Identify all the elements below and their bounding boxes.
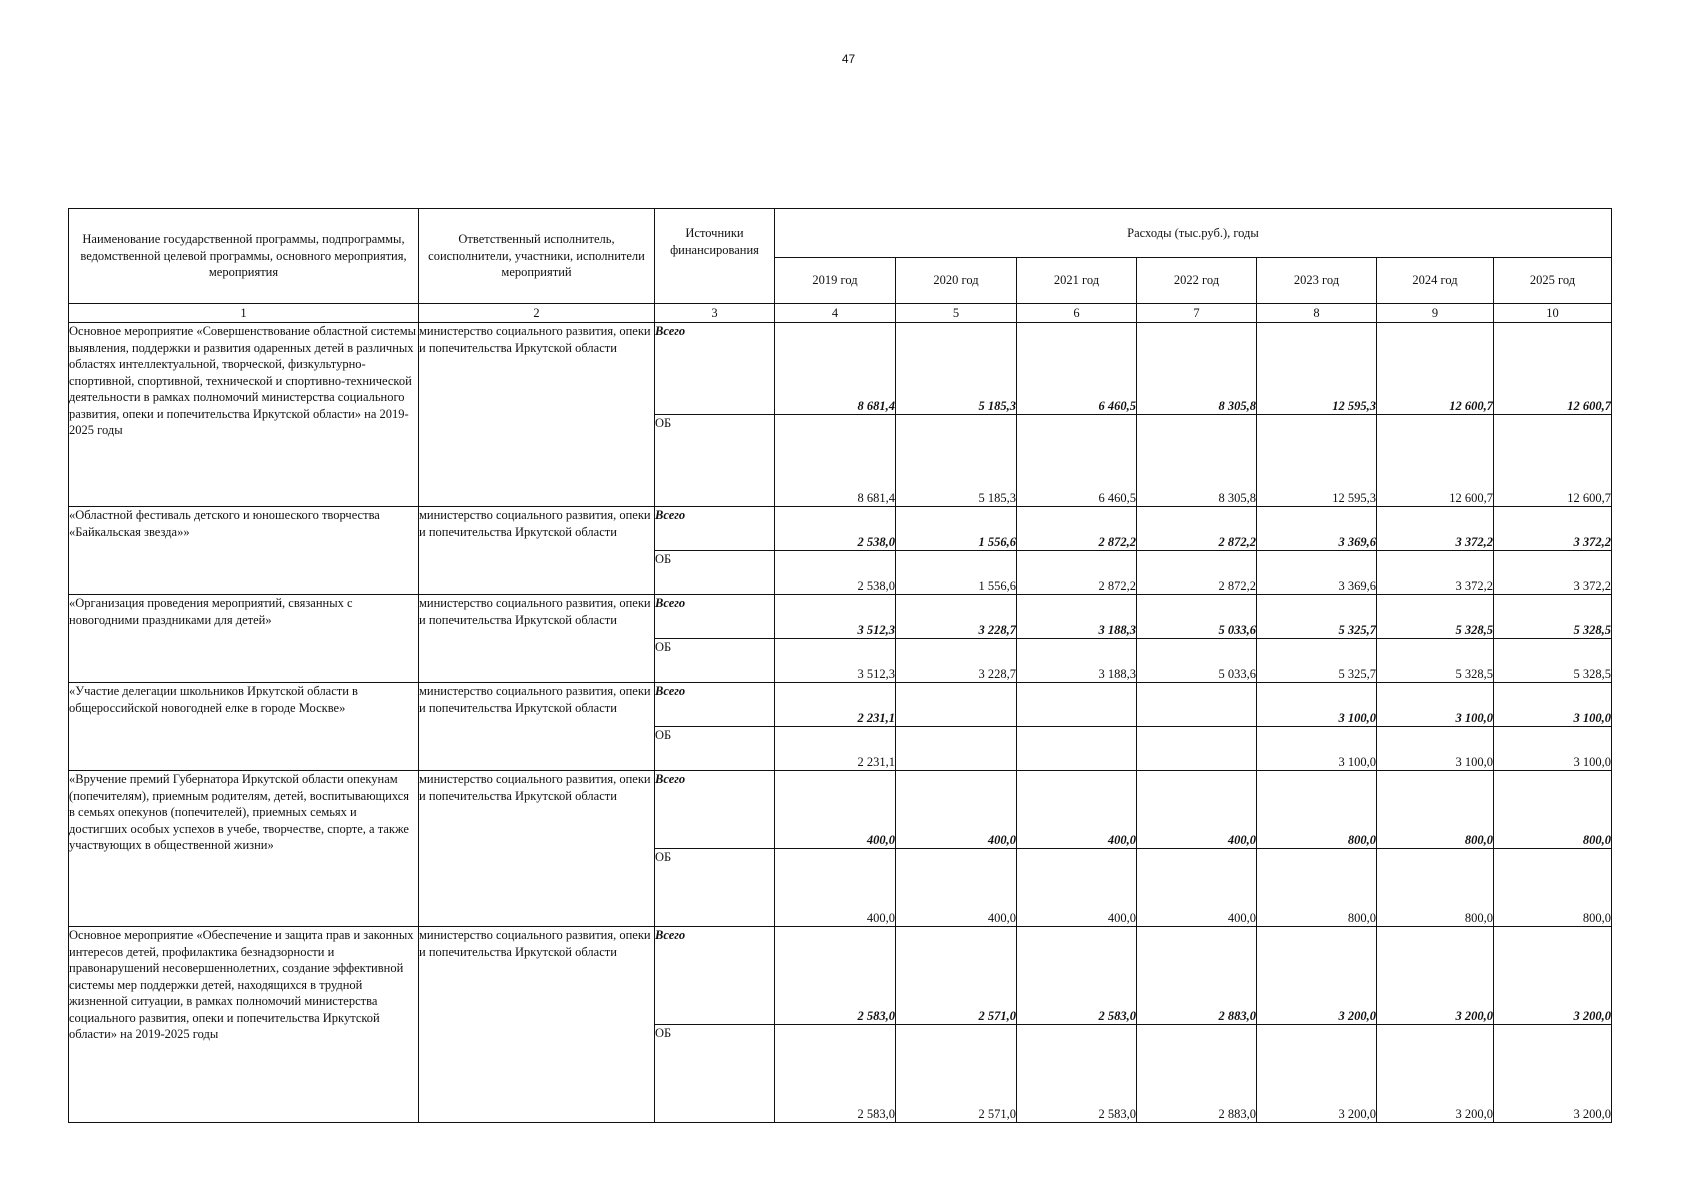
- value-total: [1017, 683, 1137, 727]
- value-ob: 1 556,6: [896, 551, 1017, 595]
- value-ob: 3 200,0: [1377, 1025, 1494, 1123]
- value-ob: 3 100,0: [1494, 727, 1612, 771]
- value-total: 3 228,7: [896, 595, 1017, 639]
- executor-cell: министерство социального развития, опеки и попечительства Иркутской области: [419, 771, 655, 927]
- value-total: 3 200,0: [1257, 927, 1377, 1025]
- header-financing-source: Источники финансирования: [655, 209, 775, 304]
- value-ob: 5 328,5: [1377, 639, 1494, 683]
- value-ob: 6 460,5: [1017, 415, 1137, 507]
- value-total: 12 595,3: [1257, 323, 1377, 415]
- header-year-2023: 2023 год: [1257, 258, 1377, 304]
- column-number-row: [69, 304, 1612, 323]
- value-ob: 400,0: [1137, 849, 1257, 927]
- source-ob-label: ОБ: [655, 639, 775, 683]
- value-ob: 3 372,2: [1377, 551, 1494, 595]
- value-ob: 2 583,0: [1017, 1025, 1137, 1123]
- table-row: [69, 683, 1612, 727]
- value-total: 8 681,4: [775, 323, 896, 415]
- value-total: 2 883,0: [1137, 927, 1257, 1025]
- value-ob: 3 100,0: [1377, 727, 1494, 771]
- header-year-2021: 2021 год: [1017, 258, 1137, 304]
- column-number: 4: [775, 304, 896, 323]
- value-ob: 3 228,7: [896, 639, 1017, 683]
- value-ob: 800,0: [1377, 849, 1494, 927]
- value-total: 800,0: [1494, 771, 1612, 849]
- value-total: 2 872,2: [1017, 507, 1137, 551]
- value-ob: 2 583,0: [775, 1025, 896, 1123]
- table-row: [69, 927, 1612, 1025]
- value-total: 12 600,7: [1494, 323, 1612, 415]
- value-total: 3 372,2: [1377, 507, 1494, 551]
- source-total-label: Всего: [655, 507, 775, 551]
- value-ob: 400,0: [1017, 849, 1137, 927]
- value-ob: 12 600,7: [1494, 415, 1612, 507]
- header-year-2024: 2024 год: [1377, 258, 1494, 304]
- value-total: 3 200,0: [1494, 927, 1612, 1025]
- program-name-cell: «Участие делегации школьников Иркутской области в общероссийской новогодней елке в городе Москве»: [69, 683, 419, 771]
- value-total: 400,0: [1137, 771, 1257, 849]
- value-total: 3 369,6: [1257, 507, 1377, 551]
- value-total: 5 328,5: [1377, 595, 1494, 639]
- source-ob-label: ОБ: [655, 849, 775, 927]
- value-total: 3 100,0: [1494, 683, 1612, 727]
- program-name-cell: «Организация проведения мероприятий, связанных с новогодними праздниками для детей»: [69, 595, 419, 683]
- column-number: 5: [896, 304, 1017, 323]
- value-total: 3 372,2: [1494, 507, 1612, 551]
- source-total-label: Всего: [655, 323, 775, 415]
- executor-cell: министерство социального развития, опеки и попечительства Иркутской области: [419, 507, 655, 595]
- value-total: 3 512,3: [775, 595, 896, 639]
- value-ob: [896, 727, 1017, 771]
- executor-cell: министерство социального развития, опеки и попечительства Иркутской области: [419, 323, 655, 507]
- source-ob-label: ОБ: [655, 1025, 775, 1123]
- value-ob: 5 328,5: [1494, 639, 1612, 683]
- value-total: [1137, 683, 1257, 727]
- value-total: 2 538,0: [775, 507, 896, 551]
- value-ob: 3 372,2: [1494, 551, 1612, 595]
- value-total: 6 460,5: [1017, 323, 1137, 415]
- header-year-2022: 2022 год: [1137, 258, 1257, 304]
- program-name-cell: «Вручение премий Губернатора Иркутской области опекунам (попечителям), приемным родителям, детей, воспитывающихся в семьях опекунов (попечителей), приемных семьях и достигших особых успехов в учебе, творчестве, спорте, а также участвующих в общественной жизни»: [69, 771, 419, 927]
- value-ob: 3 369,6: [1257, 551, 1377, 595]
- value-total: 2 583,0: [1017, 927, 1137, 1025]
- source-total-label: Всего: [655, 771, 775, 849]
- executor-cell: министерство социального развития, опеки и попечительства Иркутской области: [419, 595, 655, 683]
- value-ob: 3 512,3: [775, 639, 896, 683]
- column-number: 10: [1494, 304, 1612, 323]
- source-ob-label: ОБ: [655, 551, 775, 595]
- value-total: 8 305,8: [1137, 323, 1257, 415]
- source-total-label: Всего: [655, 927, 775, 1025]
- value-total: 2 872,2: [1137, 507, 1257, 551]
- value-total: 5 328,5: [1494, 595, 1612, 639]
- value-total: 400,0: [775, 771, 896, 849]
- column-number: 3: [655, 304, 775, 323]
- value-ob: 2 538,0: [775, 551, 896, 595]
- column-number: 6: [1017, 304, 1137, 323]
- value-ob: 8 681,4: [775, 415, 896, 507]
- page-number: 47: [841, 52, 856, 66]
- value-ob: 8 305,8: [1137, 415, 1257, 507]
- value-total: 5 033,6: [1137, 595, 1257, 639]
- value-ob: 400,0: [775, 849, 896, 927]
- value-ob: 3 200,0: [1494, 1025, 1612, 1123]
- table-row: [69, 507, 1612, 551]
- value-total: 2 231,1: [775, 683, 896, 727]
- value-ob: 12 595,3: [1257, 415, 1377, 507]
- program-name-cell: Основное мероприятие «Обеспечение и защита прав и законных интересов детей, профилактика безнадзорности и правонарушений несовершеннолетних, создание эффективной системы мер поддержки детей, находящихся в трудной жизненной ситуации, в рамках полномочий министерства социального развития, опеки и попечительства Иркутской области» на 2019-2025 годы: [69, 927, 419, 1123]
- value-ob: 3 100,0: [1257, 727, 1377, 771]
- value-ob: 3 200,0: [1257, 1025, 1377, 1123]
- table-row: [69, 771, 1612, 849]
- value-ob: 2 883,0: [1137, 1025, 1257, 1123]
- value-ob: 2 872,2: [1137, 551, 1257, 595]
- value-ob: 800,0: [1257, 849, 1377, 927]
- header-expenses: Расходы (тыс.руб.), годы: [775, 209, 1612, 258]
- value-ob: [1017, 727, 1137, 771]
- value-total: 3 100,0: [1377, 683, 1494, 727]
- source-ob-label: ОБ: [655, 727, 775, 771]
- header-year-2020: 2020 год: [896, 258, 1017, 304]
- value-total: 1 556,6: [896, 507, 1017, 551]
- value-ob: 5 325,7: [1257, 639, 1377, 683]
- value-total: 800,0: [1377, 771, 1494, 849]
- value-total: 400,0: [1017, 771, 1137, 849]
- value-ob: 5 033,6: [1137, 639, 1257, 683]
- header-year-2025: 2025 год: [1494, 258, 1612, 304]
- executor-cell: министерство социального развития, опеки и попечительства Иркутской области: [419, 927, 655, 1123]
- value-total: 2 583,0: [775, 927, 896, 1025]
- header-year-2019: 2019 год: [775, 258, 896, 304]
- table-row: [69, 595, 1612, 639]
- value-ob: [1137, 727, 1257, 771]
- value-total: 5 185,3: [896, 323, 1017, 415]
- column-number: 2: [419, 304, 655, 323]
- source-total-label: Всего: [655, 595, 775, 639]
- column-number: 8: [1257, 304, 1377, 323]
- header-program-name: Наименование государственной программы, подпрограммы, ведомственной целевой программы, основного мероприятия, мероприятия: [69, 209, 419, 304]
- value-total: 3 188,3: [1017, 595, 1137, 639]
- value-ob: 12 600,7: [1377, 415, 1494, 507]
- value-ob: 2 872,2: [1017, 551, 1137, 595]
- value-total: 800,0: [1257, 771, 1377, 849]
- value-ob: 5 185,3: [896, 415, 1017, 507]
- executor-cell: министерство социального развития, опеки и попечительства Иркутской области: [419, 683, 655, 771]
- value-total: 12 600,7: [1377, 323, 1494, 415]
- column-number: 9: [1377, 304, 1494, 323]
- value-ob: 400,0: [896, 849, 1017, 927]
- program-name-cell: «Областной фестиваль детского и юношеского творчества «Байкальская звезда»»: [69, 507, 419, 595]
- column-number: 7: [1137, 304, 1257, 323]
- value-total: 2 571,0: [896, 927, 1017, 1025]
- value-ob: 2 231,1: [775, 727, 896, 771]
- value-total: [896, 683, 1017, 727]
- table-row: [69, 323, 1612, 415]
- value-ob: 2 571,0: [896, 1025, 1017, 1123]
- value-total: 3 100,0: [1257, 683, 1377, 727]
- column-number: 1: [69, 304, 419, 323]
- source-ob-label: ОБ: [655, 415, 775, 507]
- budget-table: [68, 208, 1612, 1123]
- header-executor: Ответственный исполнитель, соисполнители, участники, исполнители мероприятий: [419, 209, 655, 304]
- value-total: 5 325,7: [1257, 595, 1377, 639]
- value-total: 400,0: [896, 771, 1017, 849]
- program-name-cell: Основное мероприятие «Совершенствование областной системы выявления, поддержки и развития одаренных детей в различных областях интеллектуальной, творческой, физкультурно-спортивной, спортивной, технической и спортивно-технической деятельности в рамках полномочий министерства социального развития, опеки и попечительства Иркутской области» на 2019-2025 годы: [69, 323, 419, 507]
- value-total: 3 200,0: [1377, 927, 1494, 1025]
- value-ob: 3 188,3: [1017, 639, 1137, 683]
- source-total-label: Всего: [655, 683, 775, 727]
- value-ob: 800,0: [1494, 849, 1612, 927]
